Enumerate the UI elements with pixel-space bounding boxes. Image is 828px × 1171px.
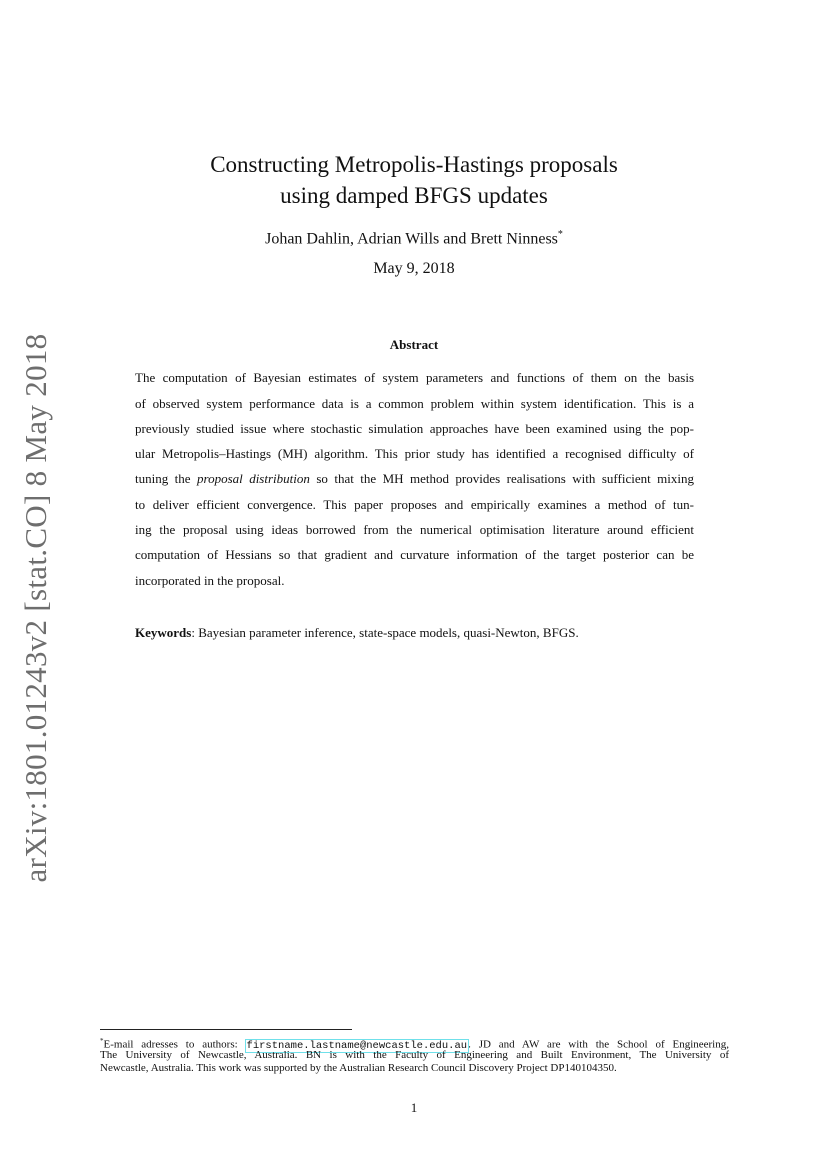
keywords-label: Keywords <box>135 625 192 640</box>
abstract-line: ular Metropolis–Hastings (MH) algorithm. This prior study has identified a recognised difficulty of <box>135 446 694 461</box>
footnote-line: The University of Newcastle, Australia. BN is with the Faculty of Engineering and Built Environment, The University of <box>100 1049 729 1061</box>
abstract-line-text: tuning the <box>135 471 197 486</box>
abstract-line: previously studied issue where stochastic simulation approaches have been examined using the pop- <box>135 421 694 436</box>
paper-title-line-1: Constructing Metropolis-Hastings proposals <box>210 152 618 177</box>
abstract-heading: Abstract <box>389 337 439 352</box>
footnote-line: Newcastle, Australia. This work was supported by the Australian Research Council Discovery Project DP140104350. <box>100 1062 617 1074</box>
arxiv-identifier-stamp: arXiv:1801.01243v2 [stat.CO] 8 May 2018 <box>18 333 53 883</box>
footnote-rule <box>100 1029 352 1030</box>
footnote-text: E-mail adresses to authors: <box>103 1038 246 1051</box>
abstract-line <box>135 471 694 487</box>
author-names: Johan Dahlin, Adrian Wills and Brett Ninness <box>265 230 558 248</box>
author-email-link[interactable]: firstname.lastname@newcastle.edu.au <box>246 1039 468 1052</box>
abstract-line: The computation of Bayesian estimates of system parameters and functions of them on the basis <box>135 370 694 385</box>
keywords-text: : Bayesian parameter inference, state-space models, quasi-Newton, BFGS. <box>191 625 579 640</box>
author-list <box>0 229 828 248</box>
page-number: 1 <box>410 1100 418 1115</box>
abstract-line: ing the proposal using ideas borrowed from the numerical optimisation literature around efficient <box>135 522 694 537</box>
keywords <box>135 625 694 641</box>
abstract-emphasis: proposal distribution <box>197 471 310 486</box>
abstract-line: to deliver efficient convergence. This paper proposes and empirically examines a method of tun- <box>135 497 694 512</box>
publication-date: May 9, 2018 <box>373 260 455 277</box>
paper-title-line-2: using damped BFGS updates <box>280 183 548 208</box>
author-footnote-mark: * <box>557 229 563 240</box>
abstract-line: incorporated in the proposal. <box>135 573 285 588</box>
abstract-line: computation of Hessians so that gradient and curvature information of the target posterior can be <box>135 547 694 562</box>
footnote-text: . JD and AW are with the School of Engineering, <box>468 1038 729 1051</box>
footnote-mark: * <box>100 1037 104 1045</box>
abstract-line: of observed system performance data is a common problem within system identification. This is a <box>135 396 694 411</box>
abstract-line-text: so that the MH method provides realisations with sufficient mixing <box>309 471 694 486</box>
